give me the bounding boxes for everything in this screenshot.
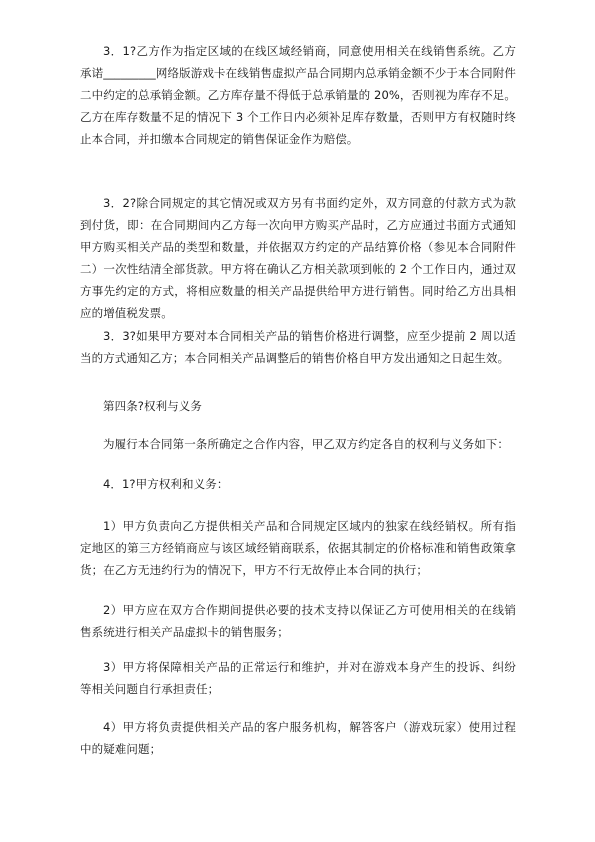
clause-3-1-paragraph: 3．1?乙方作为指定区域的在线区域经销商，同意使用相关在线销售系统。乙方承诺_________网络版游戏卡在线销售虚拟产品合同期内总承销金额不少于本合同附件二中约定的总承销金额。乙方库存量不得低于总承销量的 20%，否则视为库存不足。乙方在库存数量不足的情况下 3 个工作日内必须补足库存数量，否则甲方有权随时终止本合同，并扣缴本合同规定的销售保证金作为赔偿。 xyxy=(80,44,516,146)
party-a-duty-3-paragraph: 3）甲方将保障相关产品的正常运行和维护，并对在游戏本身产生的投诉、纠纷等相关问题自行承担责任； xyxy=(80,660,516,696)
clause-4-1-heading: 4．1?甲方权利和义务： xyxy=(103,477,229,491)
party-a-duty-4-paragraph: 4）甲方将负责提供相关产品的客户服务机构，解答客户（游戏玩家）使用过程中的疑难问题； xyxy=(80,720,516,756)
clause-3-2-paragraph: 3．2?除合同规定的其它情况或双方另有书面约定外，双方同意的付款方式为款到付货，即：在合同期间内乙方每一次向甲方购买产品时，乙方应通过书面方式通知甲方购买相关产品的类型和数量，并依据双方约定的产品结算价格（参见本合同附件二）一次性结清全部货款。甲方将在确认乙方相关款项到帐的 2 个工作日内，通过双方事先约定的方式，将相应数量的相关产品提供给甲方进行销售。同时给乙方出具相应的增值税发票。 xyxy=(80,196,516,320)
party-a-duty-1-paragraph: 1）甲方负责向乙方提供相关产品和合同规定区域内的独家在线经销权。所有指定地区的第三方经销商应与该区域经销商联系，依据其制定的价格标准和销售政策拿货；在乙方无违约行为的情况下，甲方不行无故停止本合同的执行； xyxy=(80,519,516,577)
party-a-duty-2-paragraph: 2）甲方应在双方合作期间提供必要的技术支持以保证乙方可使用相关的在线销售系统进行相关产品虚拟卡的销售服务； xyxy=(80,603,516,639)
article-4-intro-paragraph: 为履行本合同第一条所确定之合作内容，甲乙双方约定各自的权利与义务如下： xyxy=(103,437,509,451)
article-4-heading: 第四条?权利与义务 xyxy=(103,399,203,413)
clause-3-3-paragraph: 3．3?如果甲方要对本合同相关产品的销售价格进行调整，应至少提前 2 周以适当的方式通知乙方；本合同相关产品调整后的销售价格自甲方发出通知之日起生效。 xyxy=(80,329,516,365)
